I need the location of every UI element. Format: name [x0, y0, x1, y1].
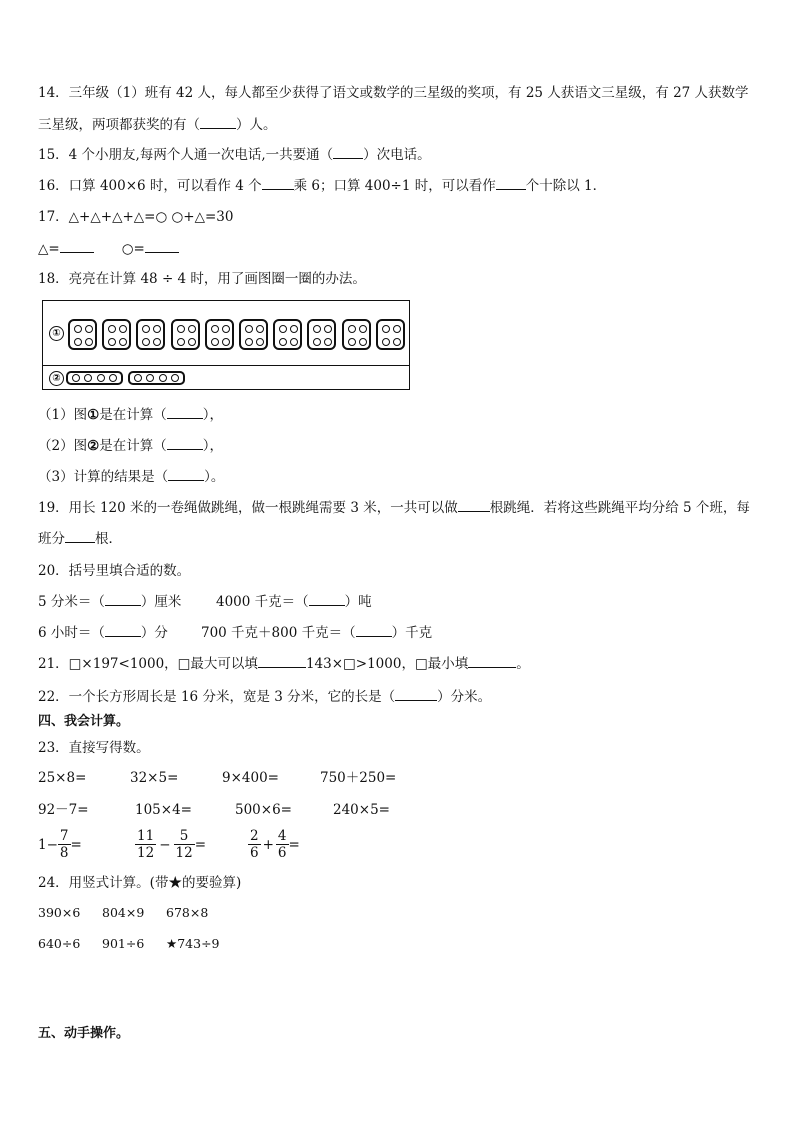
calc-item: 240×5= [333, 802, 390, 818]
q14-line1: 14．三年级（1）班有 42 人，每人都至少获得了语文或数学的三星级的奖项，有 25 人获语文三星级，有 27 人获数学 [38, 85, 749, 101]
q20-item-2: 4000 千克＝（ ）吨 [216, 594, 372, 610]
answer-blank[interactable] [105, 624, 141, 637]
q18-sub3: （3）计算的结果是（ ）。 [38, 469, 225, 485]
calc-item: 750＋250= [320, 770, 397, 786]
q17-line1: 17．△+△+△+△=○ ○+△=30 [38, 209, 234, 225]
group-of-four-box [171, 319, 200, 350]
answer-blank[interactable] [356, 624, 392, 637]
answer-blank[interactable] [168, 468, 204, 481]
calc-item: 804×9 [102, 905, 145, 920]
answer-blank[interactable] [468, 655, 516, 668]
answer-blank[interactable] [458, 499, 490, 512]
q16: 16．口算 400×6 时，可以看作 4 个 乘 6；口算 400÷1 时，可以看作 个十除以 1． [38, 178, 607, 194]
answer-blank[interactable] [309, 593, 345, 606]
q15: 15．4 个小朋友,每两个人通一次电话,一共要通（ ）次电话。 [38, 147, 431, 163]
calc-item: 25×8= [38, 770, 87, 786]
answer-blank[interactable] [145, 240, 179, 253]
q19-line2: 班分 根． [38, 531, 122, 547]
q20-item-4: 700 千克＋800 千克＝（ ）千克 [201, 625, 433, 641]
answer-blank[interactable] [65, 530, 95, 543]
answer-blank[interactable] [200, 116, 236, 129]
fraction-expr-1: 1− $\frac{7}{8}$ = [38, 828, 82, 861]
fraction-expr-2: 11 12 − $\frac{5}{12}$ = [137, 828, 206, 861]
answer-blank[interactable] [496, 177, 526, 190]
diagram-row-1 [43, 301, 409, 366]
q21: 21．□×197<1000，□最大可以填 143×□>1000，□最小填 。 [38, 656, 530, 672]
group-of-four [66, 371, 123, 385]
group-of-four-box [342, 319, 371, 350]
calc-item: 92－7= [38, 802, 89, 818]
calc-item: ★743÷9 [166, 936, 220, 951]
group-of-four-box [376, 319, 405, 350]
answer-blank[interactable] [60, 240, 94, 253]
calc-item: 390×6 [38, 905, 81, 920]
q20-item-3: 6 小时＝（ ）分 [38, 625, 168, 641]
group-of-four-box [307, 319, 336, 350]
q18-sub1: （1）图①是在计算（ ）， [38, 407, 223, 423]
answer-blank[interactable] [333, 146, 363, 159]
q20-item-1: 5 分米＝（ ）厘米 [38, 594, 182, 610]
q23-title: 23．直接写得数。 [38, 740, 150, 756]
row-label-1: ① [49, 326, 64, 341]
answer-blank[interactable] [262, 177, 294, 190]
calc-item: 500×6= [235, 802, 292, 818]
answer-blank[interactable] [105, 593, 141, 606]
answer-blank[interactable] [258, 655, 306, 668]
q17-line2: △= ○= [38, 240, 179, 258]
calc-item: 9×400= [222, 770, 279, 786]
calc-item: 678×8 [166, 905, 209, 920]
group-of-four-box [273, 319, 302, 350]
group-of-four-box [102, 319, 131, 350]
q19-line1: 19．用长 120 米的一卷绳做跳绳，做一根跳绳需要 3 米，一共可以做 根跳绳．若将这些跳绳平均分给 5 个班，每 [38, 500, 750, 516]
calc-item: 640÷6 [38, 936, 81, 951]
fraction-expr-3: 2 6 + $\frac{4}{6}$ = [250, 828, 300, 861]
calc-item: 32×5= [130, 770, 179, 786]
calc-item: 105×4= [135, 802, 192, 818]
group-of-four-box [136, 319, 165, 350]
group-of-four-box [205, 319, 234, 350]
row-label-2: ② [49, 371, 64, 386]
group-of-four-box [239, 319, 268, 350]
circle-diagram [42, 300, 410, 390]
calc-item: 901÷6 [102, 936, 145, 951]
q18-title: 18．亮亮在计算 48 ÷ 4 时，用了画图圈一圈的办法。 [38, 271, 366, 287]
diagram-row-2 [43, 365, 409, 389]
group-of-four-box [68, 319, 97, 350]
answer-blank[interactable] [167, 437, 203, 450]
answer-blank[interactable] [395, 688, 437, 701]
section-4-heading: 四、我会计算。 [38, 714, 130, 729]
group-of-four [128, 371, 185, 385]
q14-line2: 三星级，两项都获奖的有（ ）人。 [38, 117, 277, 133]
q24-title: 24．用竖式计算。(带★的要验算) [38, 875, 242, 891]
answer-blank[interactable] [167, 406, 203, 419]
q18-sub2: （2）图②是在计算（ ）， [38, 438, 223, 454]
q20-title: 20．括号里填合适的数。 [38, 563, 191, 579]
q22: 22．一个长方形周长是 16 分米，宽是 3 分米，它的长是（ ）分米。 [38, 689, 492, 705]
section-5-heading: 五、动手操作。 [38, 1026, 130, 1041]
